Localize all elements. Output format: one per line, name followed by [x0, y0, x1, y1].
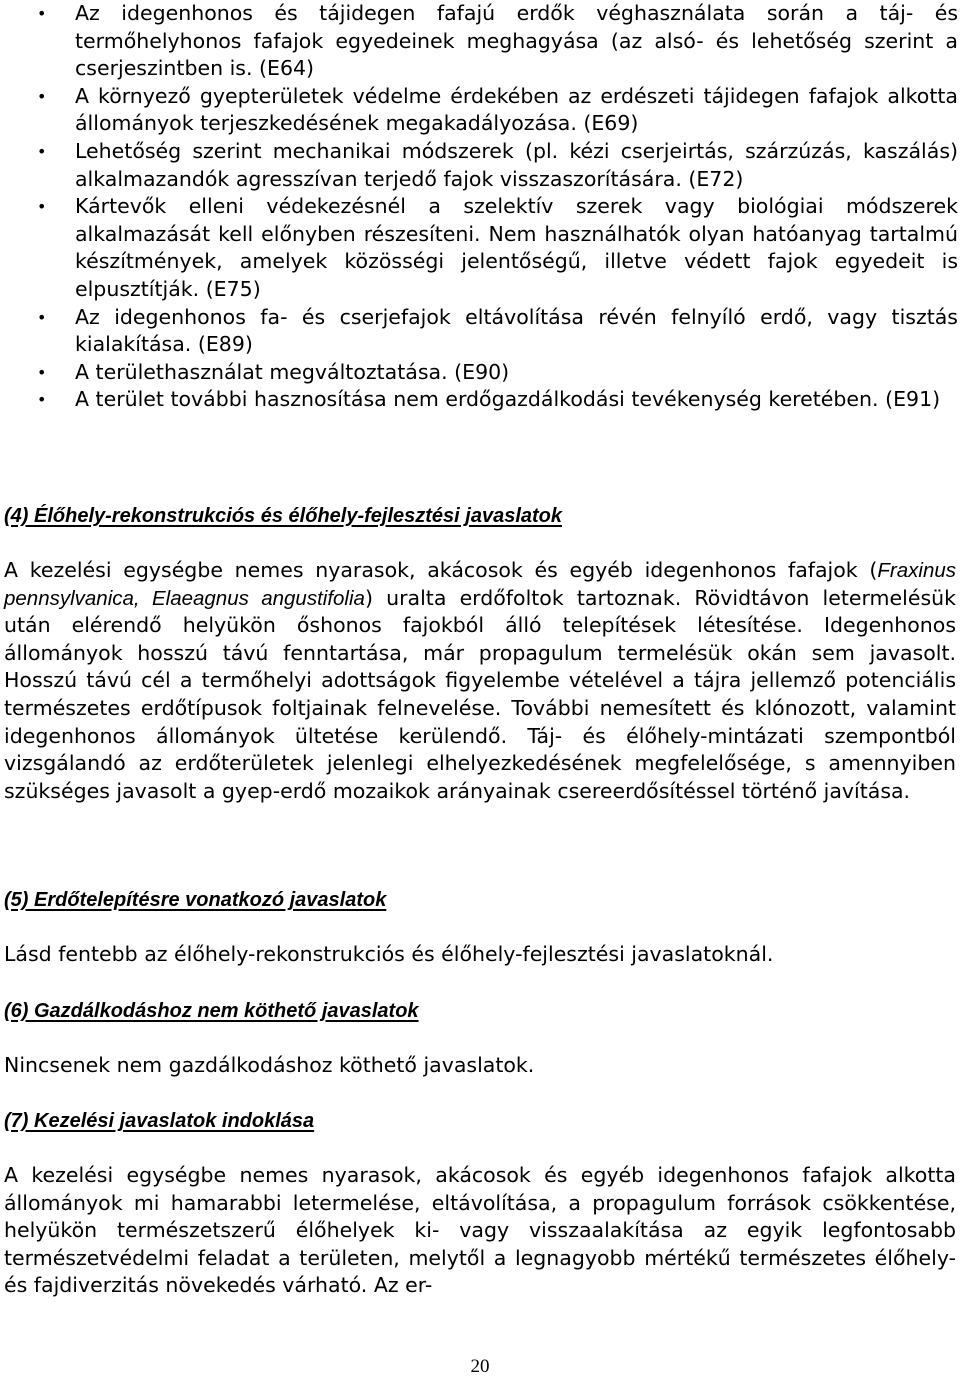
section-5-text: Lásd fentebb az élőhely-rekonstrukciós és élőhely-fejlesztési javaslatoknál. — [4, 942, 774, 966]
bullet-icon: • — [37, 86, 47, 106]
recommendation-list — [0, 0, 958, 414]
bullet-icon: • — [37, 307, 47, 327]
section-4-heading: (4) Élőhely-rekonstrukciós és élőhely-fejlesztési javaslatok — [4, 505, 563, 527]
bullet-icon: • — [37, 362, 47, 382]
list-item: • Az idegenhonos és tájidegen fafajú erdők véghasználata során a táj- és termőhelyhonos fafajok egyedeinek meghagyása (az alsó- és lehetőség szerint a cserjeszintben is. (E64) — [37, 1, 958, 81]
section-7-text: A kezelési egységbe nemes nyarasok, akácosok és egyéb idegenhonos fafajok alkotta állományok mi hamarabbi letermelése, eltávolítása, a propagulum források csökkentése, helyükön természetszerű élőhelyek ki- vagy visszaalakítása az egyik legfontosabb természetvédelmi feladat a területen, melytől a legnagyobb mértékű természetes élőhely- és fajdiverzitás növekedés várható. Az er- — [4, 1163, 956, 1298]
list-item: • A környező gyepterületek védelme érdekében az erdészeti tájidegen fafajok alkotta állományok terjeszkedésének megakadályozása. (E69) — [37, 83, 958, 136]
section-6-heading: (6) Gazdálkodáshoz nem köthető javaslatok — [4, 1000, 419, 1022]
bullet-icon: • — [37, 4, 47, 23]
bullet-icon: • — [37, 141, 47, 161]
bullet-icon: • — [37, 197, 47, 217]
species-names: Fraxinus pennsylvanica, Elaeagnus angustifolia — [4, 559, 956, 610]
list-item: • A terület további hasznosítása nem erdőgazdálkodási tevékenység keretében. (E91) — [0, 386, 958, 414]
section-4-text: A kezelési egységbe nemes nyarasok, akácosok és egyéb idegenhonos fafajok (Fraxinus pennsylvanica, Elaeagnus angustifolia) uralta erdőfoltok tartoznak. Rövidtávon letermelésük után elérendő helyükön őshonos fajokból álló telepítések létesítése. Idegenhonos állományok hosszú távú fenntartása, már propagulum termelésük okán sem javasolt. Hosszú távú cél a termőhelyi adottságok figyelembe vételével a tájra jellemző potenciális természetes erdőtípusok foltjainak felnevelése. További nemesített és klónozott, valamint idegenhonos állományok ültetése kerülendő. Táj- és élőhely-mintázati szempontból vizsgálandó az erdőterületek jelenlegi elhelyezkedésének megfelelősége, s amennyiben szükséges javasolt a gyep-erdő mozaikok arányainak csereerdősítéssel történő javítása. — [4, 558, 956, 803]
section-5-heading: (5) Erdőtelepítésre vonatkozó javaslatok — [4, 889, 387, 911]
list-item: • Kártevők elleni védekezésnél a szelektív szerek vagy biológiai módszerek alkalmazását kell előnyben részesíteni. Nem használhatók olyan hatóanyag tartalmú készítmények, amelyek közösségi jelentőségű, illetve védett fajok egyedeit is elpusztítják. (E75) — [37, 194, 958, 301]
page-number: 20 — [470, 1356, 490, 1377]
bullet-icon: • — [37, 390, 47, 410]
list-item: • Lehetőség szerint mechanikai módszerek (pl. kézi cserjeirtás, szárzúzás, kaszálás) alkalmazandók agresszívan terjedő fajok visszaszorítására. (E72) — [37, 138, 958, 191]
section-7-heading: (7) Kezelési javaslatok indoklása — [4, 1110, 315, 1132]
list-item: • A területhasználat megváltoztatása. (E90) — [0, 359, 958, 387]
list-item: • Az idegenhonos fa- és cserjefajok eltávolítása révén felnyíló erdő, vagy tisztás kialakítása. (E89) — [37, 304, 958, 357]
section-6-text: Nincsenek nem gazdálkodáshoz köthető javaslatok. — [4, 1053, 535, 1077]
